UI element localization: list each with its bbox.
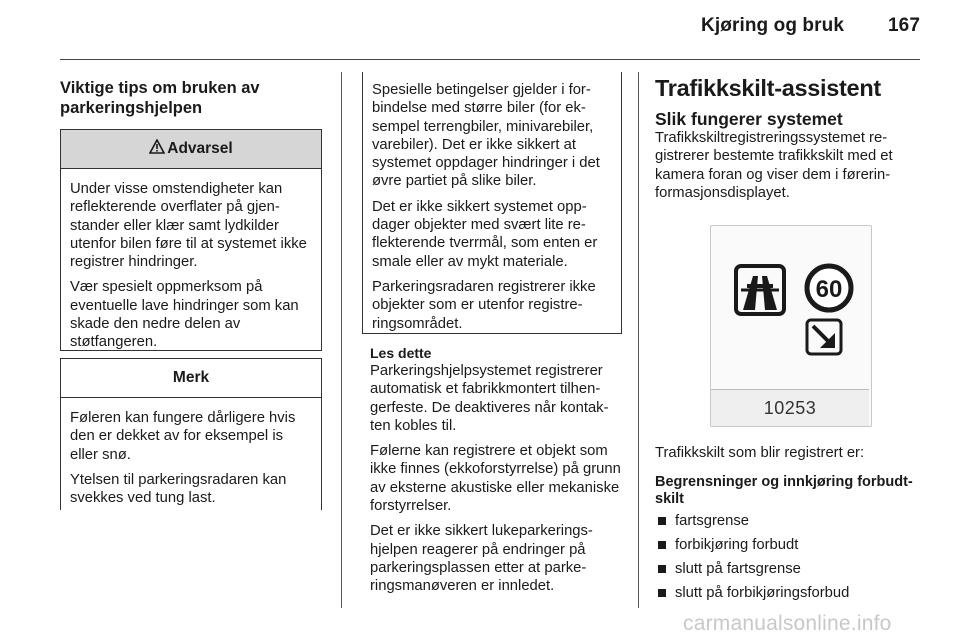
page-header bbox=[701, 15, 920, 37]
body-paragraph: Parkeringshjelpsystemet registrerer automatisk et fabrikkmontert tilhen-gerfeste. De deaktiveres når kontak-ten kobles til. bbox=[370, 363, 609, 434]
warning-triangle-icon bbox=[149, 139, 165, 159]
speed-limit-value: 60 bbox=[815, 276, 843, 303]
bullet-square-icon bbox=[658, 541, 666, 549]
note-box-body bbox=[61, 398, 321, 519]
odometer-readout: 10253 bbox=[711, 389, 869, 426]
note-box bbox=[60, 358, 322, 510]
column-divider-1 bbox=[341, 72, 342, 608]
column-3 bbox=[655, 74, 923, 202]
column-divider-2 bbox=[638, 72, 639, 608]
intro-paragraph: Trafikkskiltregistreringssystemet re-gistrerer bestemte trafikkskilt med et kamera foran og viser dem i førerin-formasjonsdisplayet. bbox=[655, 130, 893, 201]
sign-list bbox=[655, 512, 923, 602]
body-paragraph: Følerne kan registrere et objekt som ikke finnes (ekkoforstyrrelse) på grunn av eksterne akustiske eller mekaniske forstyrrelser. bbox=[370, 443, 621, 515]
list-item: forbikjøring forbudt bbox=[655, 536, 923, 554]
warning-title: Advarsel bbox=[167, 140, 233, 157]
sign-list-section bbox=[655, 444, 923, 602]
speed-limit-sign-icon bbox=[807, 266, 851, 310]
warning-paragraph: Under visse omstendigheter kan reflekterende overflater på gjen-stander eller klær samt lydkilder utenfor bilen føre til at systemet ikke registrer hindringer. bbox=[70, 181, 307, 271]
display-screen bbox=[711, 226, 869, 388]
list-item: slutt på forbikjøringsforbud bbox=[655, 584, 923, 602]
note-box-header bbox=[61, 359, 321, 398]
motorway-sign-icon bbox=[736, 266, 784, 314]
note-label: Les dette bbox=[370, 345, 432, 361]
chapter-title: Kjøring og bruk bbox=[701, 15, 844, 36]
list-item: slutt på fartsgrense bbox=[655, 560, 923, 578]
driver-info-display-illustration bbox=[710, 225, 872, 427]
bullet-square-icon bbox=[658, 517, 666, 525]
box-paragraph: Det er ikke sikkert systemet opp-dager objekter med svært lite re-flekterende tverrmål, som enten er smale eller av mykt materiale. bbox=[372, 198, 598, 270]
column-1 bbox=[60, 78, 322, 510]
warning-box bbox=[60, 129, 322, 351]
box-paragraph: Spesielle betingelser gjelder i for-bindelse med større biler (for ek-sempel terrengbiler, minivarebiler, varebiler). Det er ikke sikkert at systemet oppdager hindringer i det øvre partiet på slike biler. bbox=[372, 82, 600, 190]
note-title: Merk bbox=[172, 369, 210, 386]
note-paragraph: Føleren kan fungere dårligere hvis den er dekket av for eksempel is eller snø. bbox=[70, 410, 296, 463]
warning-paragraph: Vær spesielt oppmerksom på eventuelle lave hindringer som kan skade den nedre delen av støtfangeren. bbox=[70, 279, 299, 351]
list-heading: Begrensninger og innkjøring forbudt-skilt bbox=[655, 474, 913, 507]
body-paragraph: Det er ikke sikkert lukeparkerings-hjelpen reagerer på endringer på parkeringsplassen etter at parke-ringsmanøveren er innledet. bbox=[370, 523, 593, 595]
box-paragraph: Parkeringsradaren registrerer ikke objekter som er utenfor registre-ringsområdet. bbox=[372, 278, 596, 332]
subsection-title: Slik fungerer systemet bbox=[655, 109, 843, 129]
section-title: Trafikkskilt-assistent bbox=[655, 75, 881, 101]
column-2 bbox=[362, 72, 622, 596]
watermark: carmanualsonline.info bbox=[683, 612, 892, 635]
continued-warning-box bbox=[362, 72, 622, 334]
page-number: 167 bbox=[887, 15, 920, 36]
continued-box-body bbox=[363, 72, 621, 345]
header-divider bbox=[60, 59, 920, 60]
figure-caption: Trafikkskilt som blir registrert er: bbox=[655, 445, 865, 461]
end-of-restriction-arrow-icon bbox=[807, 320, 841, 354]
section-heading: Viktige tips om bruken av parkeringshjelpen bbox=[60, 79, 260, 117]
list-item: fartsgrense bbox=[655, 512, 923, 530]
warning-box-header bbox=[61, 130, 321, 169]
bullet-square-icon bbox=[658, 589, 666, 597]
note-section bbox=[362, 334, 622, 596]
note-paragraph: Ytelsen til parkeringsradaren kan svekkes ved tung last. bbox=[70, 471, 287, 507]
warning-box-body bbox=[61, 169, 321, 364]
bullet-square-icon bbox=[658, 565, 666, 573]
